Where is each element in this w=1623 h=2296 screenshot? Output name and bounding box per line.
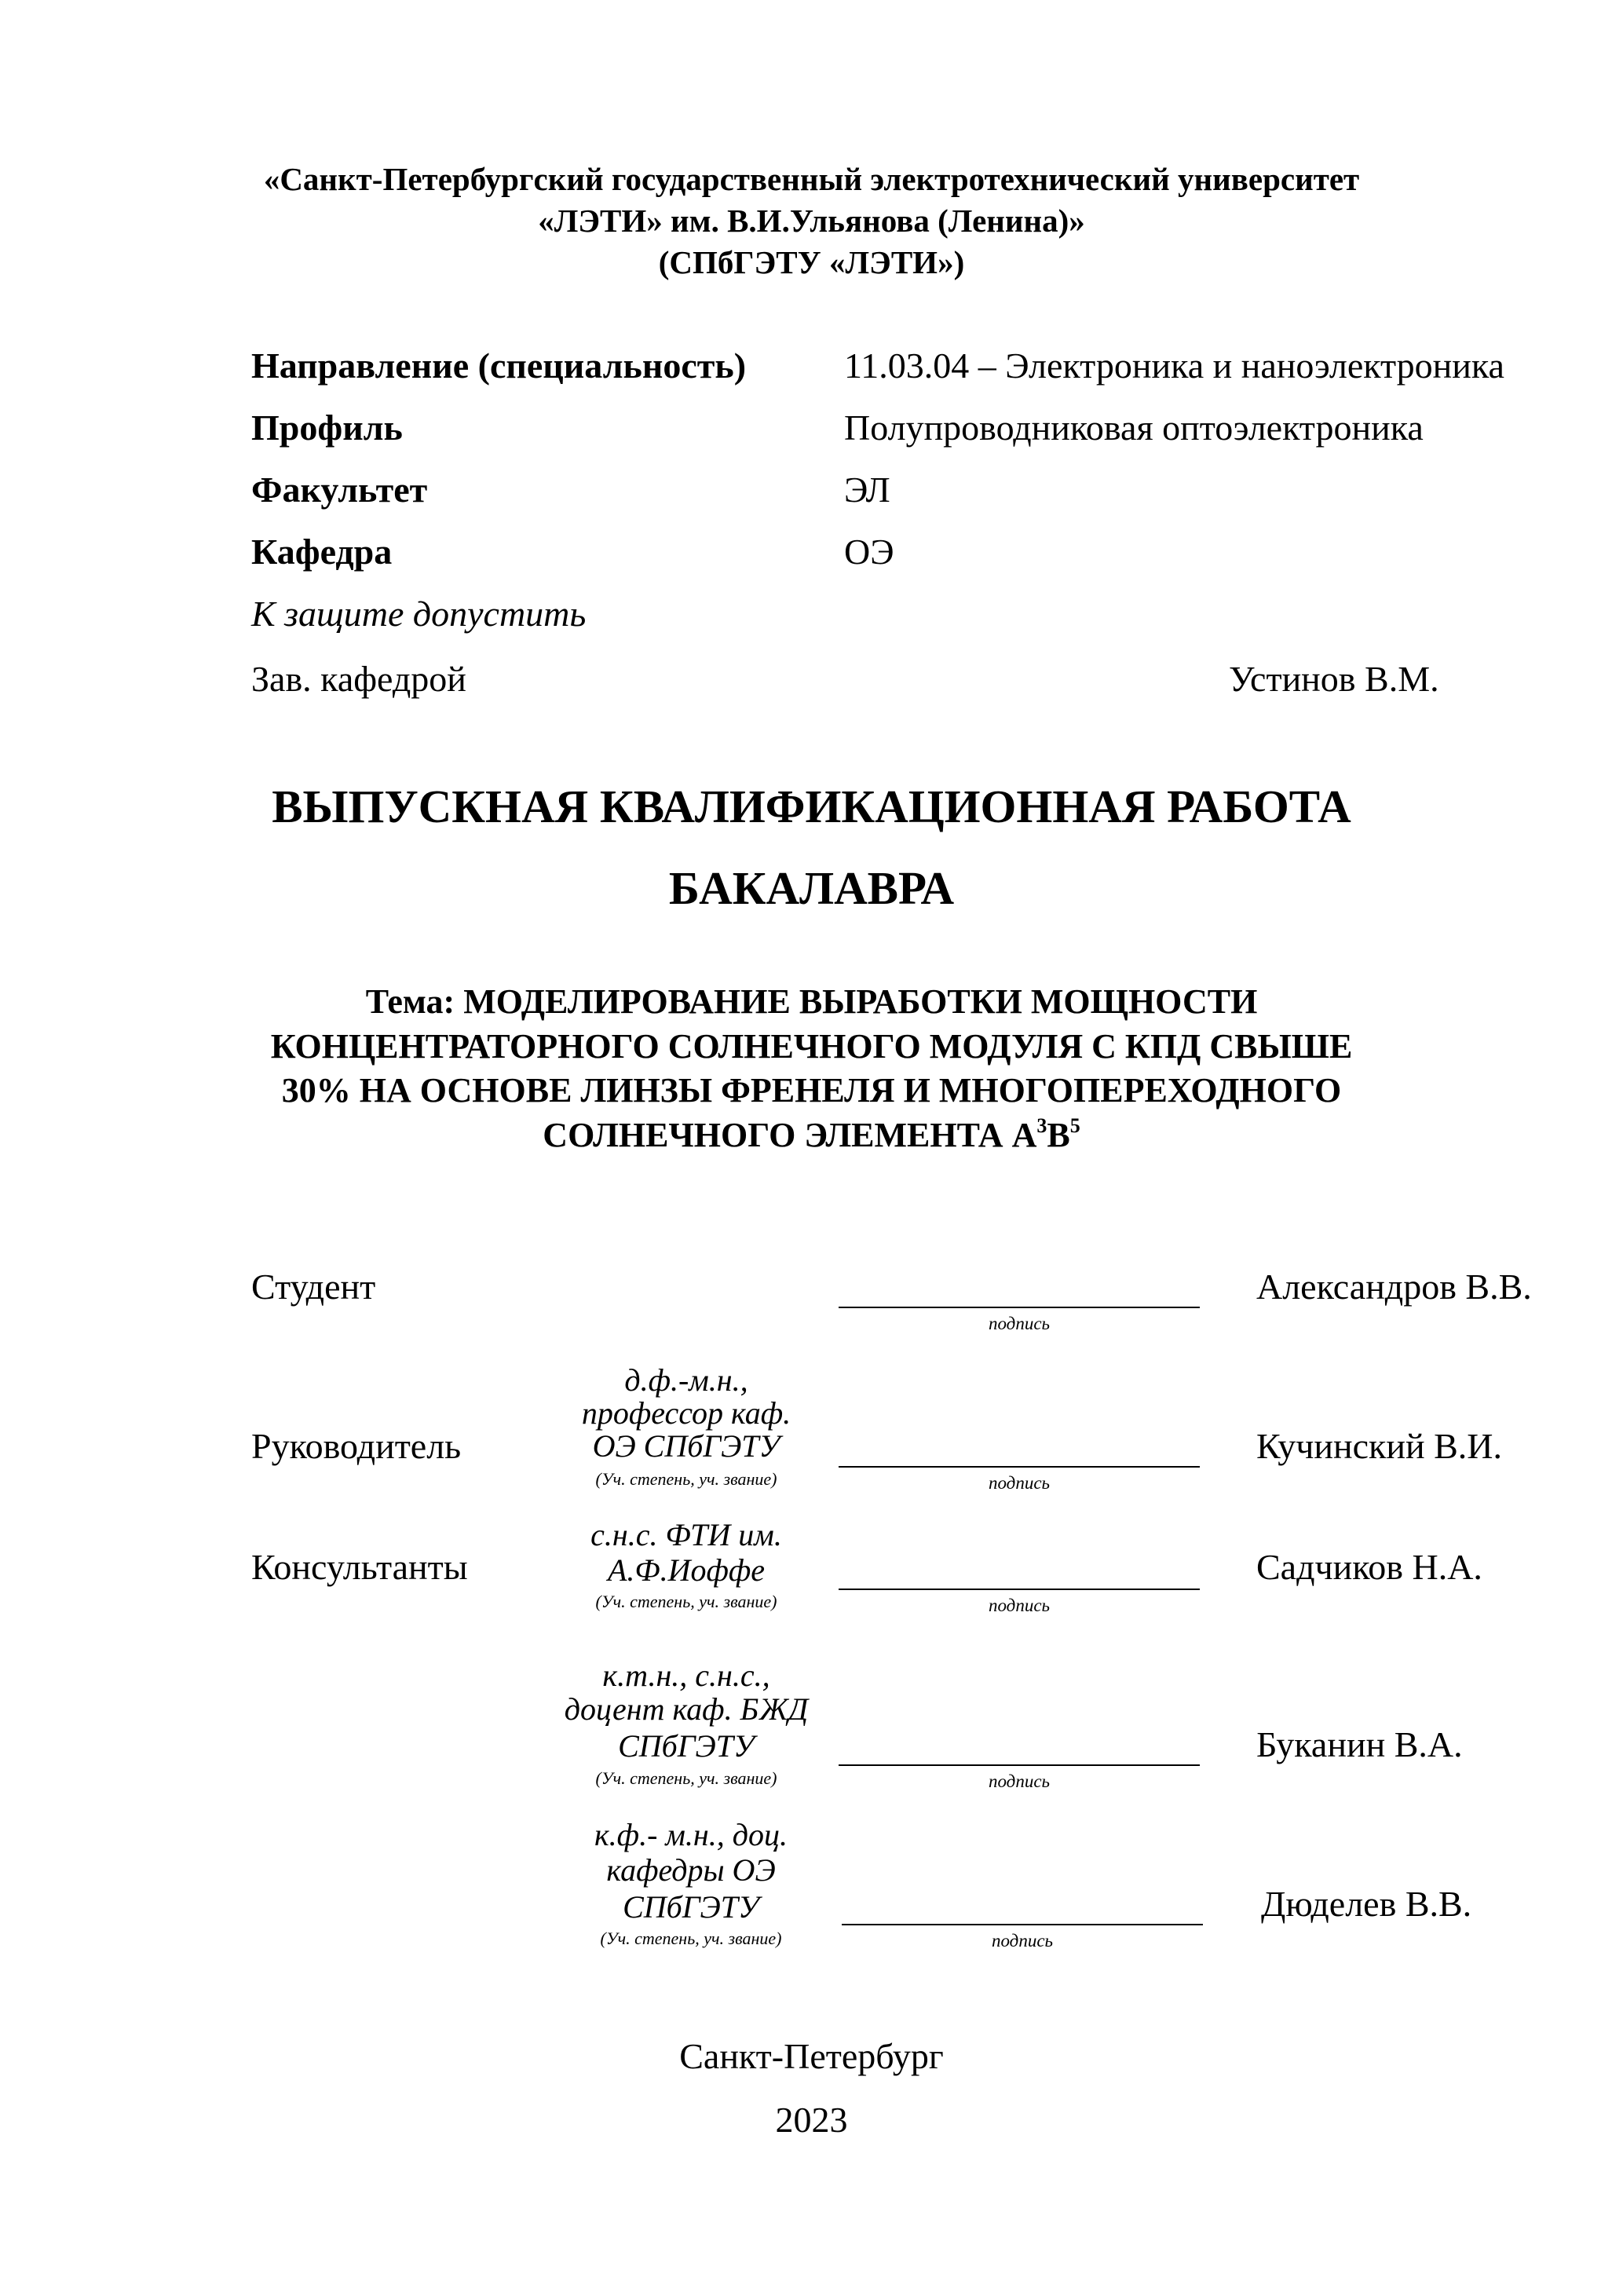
consultant-3-degree-1: к.ф.- м.н., доц.: [594, 1817, 788, 1852]
consultant-1-signature-caption: подпись: [988, 1596, 1050, 1615]
consultant-1-degree-caption: (Уч. степень, уч. звание): [595, 1592, 777, 1611]
profile-label: Профиль: [251, 408, 403, 448]
consultant-1-signature-line: [839, 1589, 1200, 1590]
consultant-3-signature-caption: подпись: [991, 1931, 1053, 1951]
consultant-1-name: Садчиков Н.А.: [1256, 1547, 1482, 1587]
consultant-2-degree-3: СПбГЭТУ: [618, 1728, 755, 1764]
profile-value: Полупроводниковая оптоэлектроника: [844, 408, 1424, 448]
topic-line-4: [0, 1114, 1623, 1154]
consultant-1-degree-2: А.Ф.Иоффе: [607, 1552, 766, 1588]
supervisor-degree-2: профессор каф.: [581, 1395, 791, 1431]
direction-value: 11.03.04 – Электроника и наноэлектроника: [844, 345, 1504, 386]
consultant-2-degree-2: доцент каф. БЖД: [564, 1691, 809, 1727]
head-of-department-label: Зав. кафедрой: [251, 659, 466, 699]
topic-line-2: КОНЦЕНТРАТОРНОГО СОЛНЕЧНОГО МОДУЛЯ С КПД СВЫШЕ: [270, 1027, 1353, 1066]
head-of-department-name: Устинов В.М.: [1229, 659, 1439, 699]
department-value: ОЭ: [844, 532, 894, 572]
consultant-2-name: Буканин В.А.: [1256, 1724, 1463, 1764]
consultant-3-degree-2: кафедры ОЭ: [606, 1852, 776, 1888]
topic-line-1: Тема: МОДЕЛИРОВАНИЕ ВЫРАБОТКИ МОЩНОСТИ: [365, 982, 1258, 1021]
topic-line-3: 30% НА ОСНОВЕ ЛИНЗЫ ФРЕНЕЛЯ И МНОГОПЕРЕХОДНОГО: [281, 1071, 1342, 1110]
consultant-2-degree-1: к.т.н., с.н.с.,: [602, 1658, 770, 1693]
thesis-title-line-2: БАКАЛАВРА: [668, 862, 955, 914]
supervisor-degree-1: д.ф.-м.н.,: [624, 1362, 748, 1398]
admit-to-defense: К защите допустить: [251, 594, 587, 634]
consultants-label: Консультанты: [251, 1547, 468, 1587]
consultant-3-degree-caption: (Уч. степень, уч. звание): [600, 1929, 782, 1948]
thesis-title-line-1: ВЫПУСКНАЯ КВАЛИФИКАЦИОННАЯ РАБОТА: [272, 781, 1351, 832]
student-role: Студент: [251, 1267, 376, 1307]
university-name-line-2: «ЛЭТИ» им. В.И.Ульянова (Ленина)»: [538, 203, 1085, 239]
year: 2023: [775, 2100, 848, 2140]
supervisor-degree-caption: (Уч. степень, уч. звание): [595, 1469, 777, 1489]
consultant-3-degree-3: СПбГЭТУ: [623, 1889, 759, 1925]
supervisor-role: Руководитель: [251, 1426, 462, 1466]
supervisor-signature-caption: подпись: [988, 1473, 1050, 1493]
faculty-label: Факультет: [251, 470, 428, 510]
supervisor-name: Кучинский В.И.: [1256, 1426, 1502, 1466]
consultant-2-signature-line: [839, 1764, 1200, 1766]
student-signature-caption: подпись: [988, 1314, 1050, 1333]
consultant-1-degree-1: с.н.с. ФТИ им.: [590, 1517, 782, 1552]
consultant-2-signature-caption: подпись: [988, 1771, 1050, 1791]
consultant-3-signature-line: [842, 1924, 1203, 1925]
consultant-2-degree-caption: (Уч. степень, уч. звание): [595, 1768, 777, 1788]
student-name: Александров В.В.: [1256, 1267, 1532, 1307]
supervisor-signature-line: [839, 1466, 1200, 1468]
superscript-3: 3: [1036, 1114, 1047, 1137]
supervisor-degree-3: ОЭ СПбГЭТУ: [592, 1428, 780, 1464]
university-name-line-1: «Санкт-Петербургский государственный электротехнический университет: [263, 161, 1360, 197]
faculty-value: ЭЛ: [844, 470, 890, 510]
superscript-5: 5: [1069, 1114, 1080, 1137]
city: Санкт-Петербург: [679, 2036, 944, 2076]
topic-b: В: [1047, 1116, 1070, 1154]
department-label: Кафедра: [251, 532, 393, 572]
university-abbr: (СПбГЭТУ «ЛЭТИ»): [658, 244, 965, 280]
topic-line-4-text: СОЛНЕЧНОГО ЭЛЕМЕНТА А: [543, 1116, 1037, 1154]
direction-label: Направление (специальность): [251, 345, 747, 386]
consultant-3-name: Дюделев В.В.: [1261, 1884, 1472, 1924]
student-signature-line: [839, 1307, 1200, 1308]
